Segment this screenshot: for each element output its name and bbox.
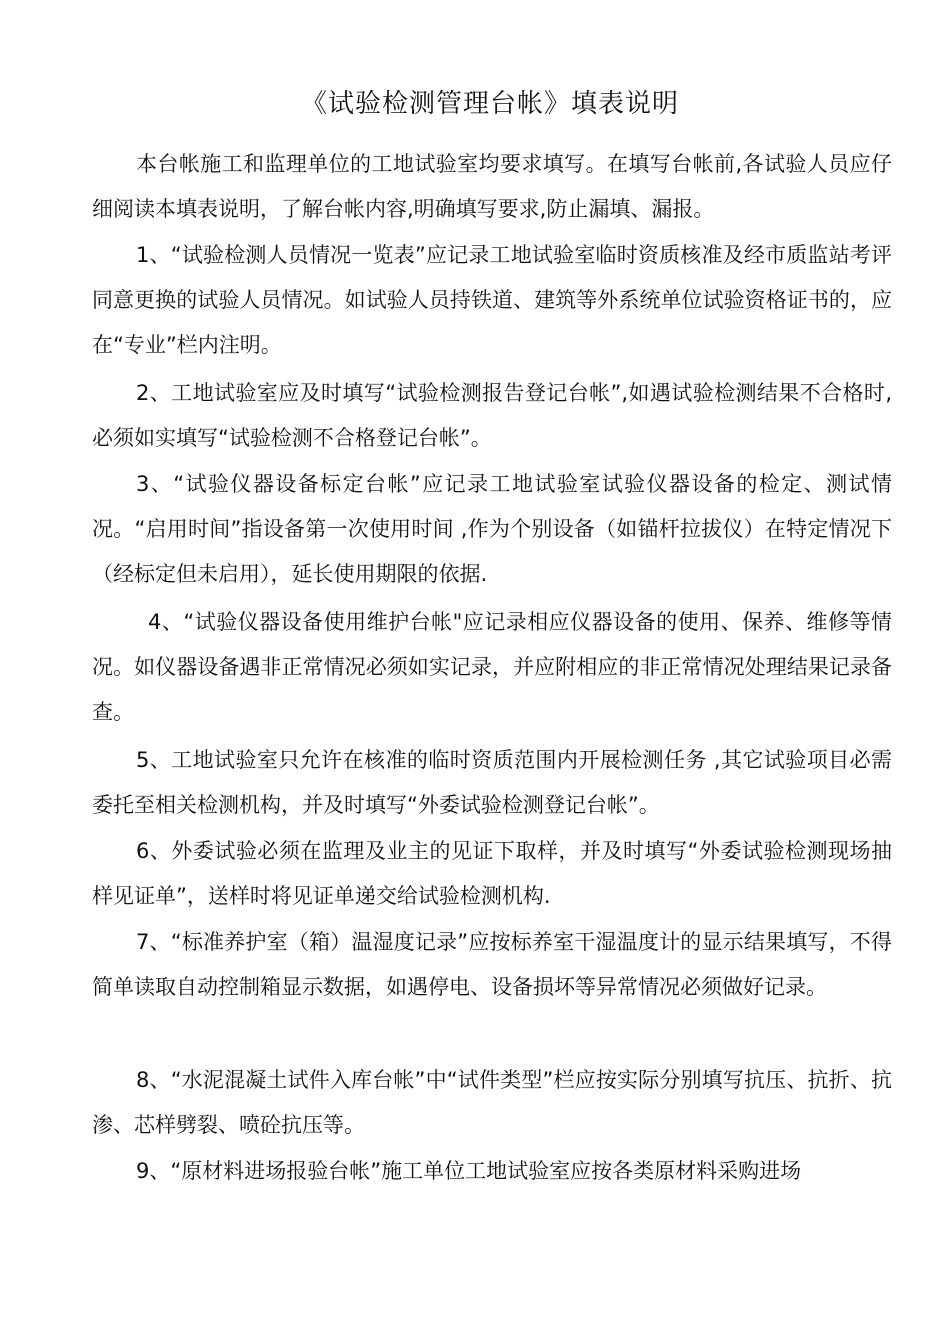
document-title: 《试验检测管理台帐》填表说明	[300, 89, 679, 119]
instruction-paragraph-9: 9、“原材料进场报验台帐”施工单位工地试验室应按各类原材料采购进场	[136, 1159, 802, 1183]
instruction-paragraph-3: 3、“试验仪器设备标定台帐”应记录工地试验室试验仪器设备的检定、测试情况。“启用时间”指设备第一次使用时间 ,作为个别设备（如锚杆拉拔仪）在特定情况下（经标定但未启用），延长使用期限的依据.	[92, 472, 892, 586]
intro-paragraph: 本台帐施工和监理单位的工地试验室均要求填写。在填写台帐前,各试验人员应仔细阅读本填表说明，了解台帐内容,明确填写要求,防止漏填、漏报。	[92, 152, 892, 221]
instruction-paragraph-1: 1、“试验检测人员情况一览表”应记录工地试验室临时资质核准及经市质监站考评同意更换的试验人员情况。如试验人员持铁道、建筑等外系统单位试验资格证书的，应在“专业”栏内注明。	[92, 243, 892, 357]
instruction-paragraph-6: 6、外委试验必须在监理及业主的见证下取样，并及时填写“外委试验检测现场抽样见证单”，送样时将见证单递交给试验检测机构.	[92, 839, 892, 908]
instruction-paragraph-4: 4、“试验仪器设备使用维护台帐"应记录相应仪器设备的使用、保养、维修等情况。如仪器设备遇非正常情况必须如实记录，并应附相应的非正常情况处理结果记录备查。	[92, 610, 892, 724]
instruction-paragraph-5: 5、工地试验室只允许在核准的临时资质范围内开展检测任务 ,其它试验项目必需委托至相关检测机构，并及时填写“外委试验检测登记台帐”。	[92, 748, 892, 817]
instruction-paragraph-2: 2、工地试验室应及时填写“试验检测报告登记台帐”,如遇试验检测结果不合格时,必须如实填写“试验检测不合格登记台帐”。	[92, 381, 892, 450]
instruction-paragraph-8: 8、“水泥混凝土试件入库台帐”中“试件类型”栏应按实际分别填写抗压、抗折、抗渗、芯样劈裂、喷砼抗压等。	[92, 1068, 892, 1137]
instruction-paragraph-7: 7、“标准养护室（箱）温湿度记录”应按标养室干湿温度计的显示结果填写，不得简单读取自动控制箱显示数据，如遇停电、设备损坏等异常情况必须做好记录。	[92, 930, 892, 999]
